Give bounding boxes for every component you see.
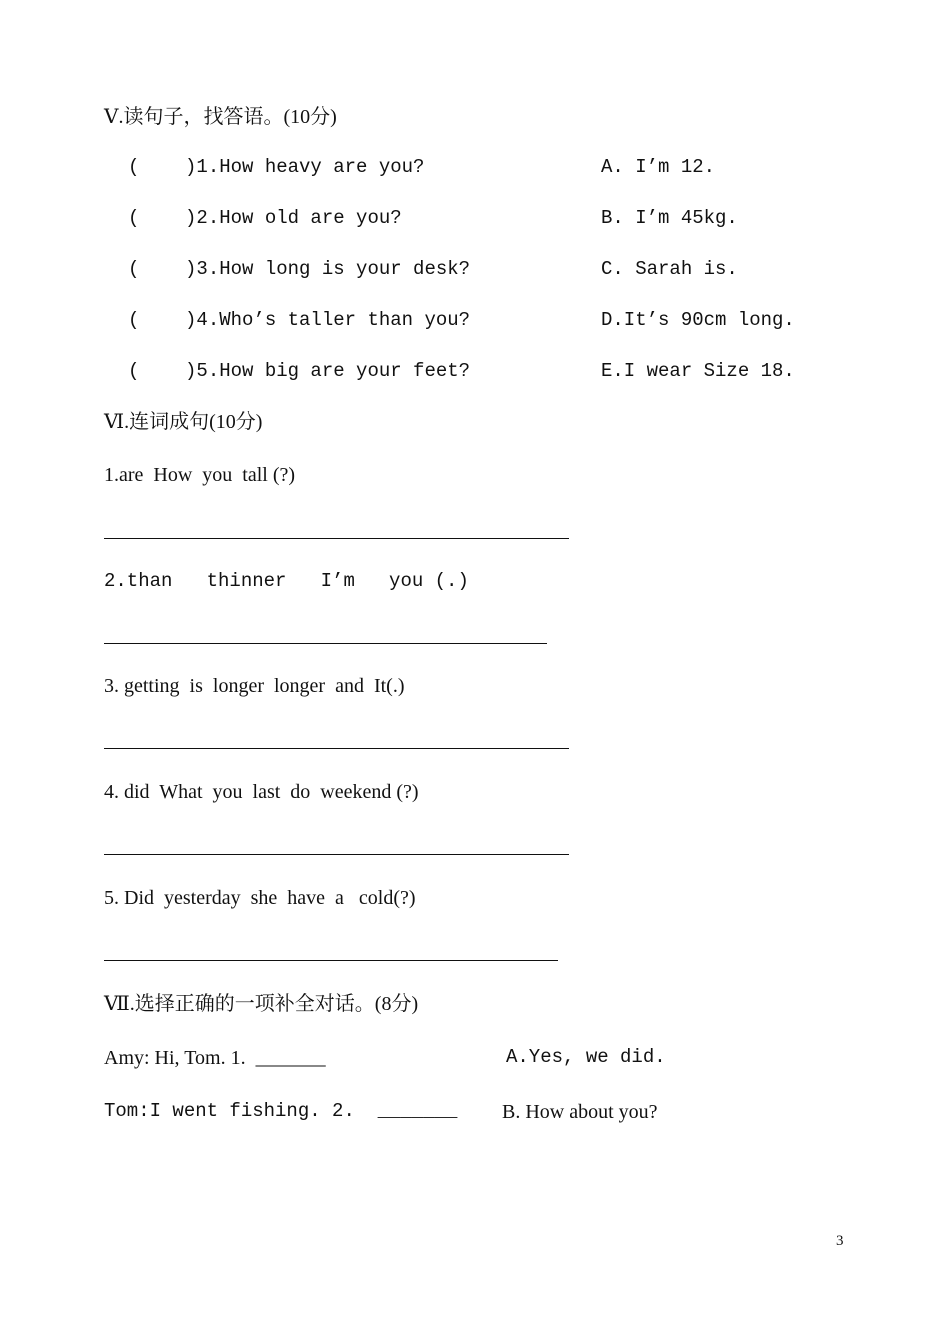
question-2: ( )2.How old are you? [128,207,402,229]
section-5-title: Ⅴ.读句子，找答语。(10分) [104,106,337,128]
answer-c: C. Sarah is. [601,258,738,280]
section-7-title: Ⅶ.选择正确的一项补全对话。(8分) [104,993,419,1015]
answer-line-5[interactable] [104,960,558,961]
answer-line-3[interactable] [104,748,569,749]
question-1: ( )1.How heavy are you? [128,156,425,178]
answer-line-2[interactable] [104,643,547,644]
dialogue-line-1: Amy: Hi, Tom. 1. _______ [104,1047,326,1069]
answer-d: D.It’s 90cm long. [601,309,795,331]
option-b: B. How about you? [502,1101,658,1123]
dialogue-line-2: Tom:I went fishing. 2. _______ [104,1100,458,1122]
answer-e: E.I wear Size 18. [601,360,795,382]
answer-b: B. I’m 45kg. [601,207,738,229]
reorder-item-2: 2.than thinner I’m you (.) [104,570,469,592]
answer-line-4[interactable] [104,854,569,855]
reorder-item-3: 3. getting is longer longer and It(.) [104,675,405,697]
reorder-item-1: 1.are How you tall (?) [104,464,296,486]
answer-a: A. I’m 12. [601,156,716,178]
option-a: A.Yes, we did. [506,1046,666,1068]
question-5: ( )5.How big are your feet? [128,360,471,382]
question-4: ( )4.Who’s taller than you? [128,309,471,331]
reorder-item-4: 4. did What you last do weekend (?) [104,781,419,803]
answer-line-1[interactable] [104,538,569,539]
reorder-item-5: 5. Did yesterday she have a cold(?) [104,887,416,909]
page-number: 3 [836,1233,844,1249]
section-6-title: Ⅵ.连词成句(10分) [104,411,263,433]
question-3: ( )3.How long is your desk? [128,258,471,280]
